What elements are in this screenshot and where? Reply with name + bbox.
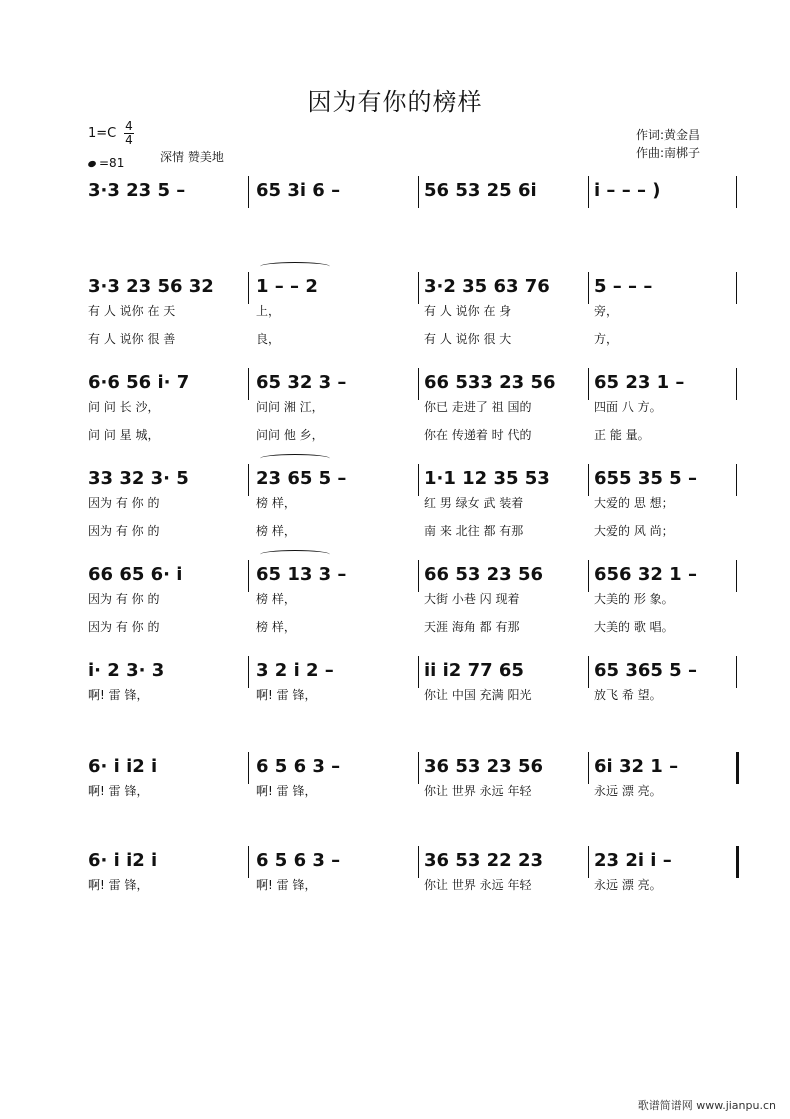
lyric-verse-1: 大爱的 思 想； [594,496,674,510]
measure-notes: 66 53 23 56 [424,564,543,585]
lyric-verse-2: 大美的 歌 唱。 [594,620,674,634]
measure-notes: 65 365 5 – [594,660,697,681]
lyric-verse-1: 上， [256,304,281,318]
lyric-verse-2: 南 来 北往 都 有那 [424,524,524,538]
bar-line [248,368,249,400]
lyricist: 作词:黄金昌 [636,128,701,142]
lyric-verse-1: 问问 湘 江， [256,400,324,414]
lyric-verse-1: 大街 小巷 闪 现着 [424,592,520,606]
bar-line [588,272,589,304]
lyric-verse-1: 四面 八 方。 [594,400,662,414]
slur-mark [260,550,330,559]
lyric-verse-1: 有 人 说你 在 天 [88,304,176,318]
expression-mark: 深情 赞美地 [160,150,224,164]
lyric-verse-1: 因为 有 你 的 [88,496,160,510]
key-signature: 1=C [88,126,117,141]
bar-line [248,656,249,688]
lyric-verse-1: 啊! 雷 锋， [256,878,317,892]
measure-notes: 3·2 35 63 76 [424,276,550,297]
measure-notes: 655 35 5 – [594,468,697,489]
song-title: 因为有你的榜样 [307,88,483,116]
lyric-verse-2: 问问 他 乡， [256,428,324,442]
end-bar-line [736,272,737,304]
lyric-verse-2: 良， [256,332,281,346]
bar-line [588,752,589,784]
bar-line [418,176,419,208]
lyric-verse-2: 榜 样， [256,620,296,634]
end-bar-line [736,560,737,592]
end-bar-line [736,464,737,496]
lyric-verse-1: 旁， [594,304,619,318]
measure-notes: 23 2i i – [594,850,672,871]
end-bar-line [736,656,737,688]
end-bar-line [736,176,737,208]
measure-notes: 6 5 6 3 – [256,850,341,871]
measure-notes: 3 2 i 2 – [256,660,334,681]
lyric-verse-2: 大爱的 风 尚； [594,524,674,538]
measure-notes: 6i 32 1 – [594,756,679,777]
lyric-verse-1: 红 男 绿女 武 装着 [424,496,524,510]
bar-line [248,560,249,592]
tempo-value: =81 [99,156,125,170]
measure-notes: 23 65 5 – [256,468,347,489]
measure-notes: 66 65 6· i [88,564,183,585]
bar-line [418,464,419,496]
lyric-verse-2: 天涯 海角 都 有那 [424,620,520,634]
lyric-verse-1: 啊! 雷 锋， [256,784,317,798]
measure-notes: 36 53 22 23 [424,850,543,871]
end-bar-line [736,846,739,878]
bar-line [588,176,589,208]
end-bar-line [736,752,739,784]
measure-notes: 656 32 1 – [594,564,697,585]
footer-watermark: 歌谱简谱网 www.jianpu.cn [637,1099,776,1112]
measure-notes: i· 2 3· 3 [88,660,165,681]
measure-notes: 3·3 23 56 32 [88,276,214,297]
bar-line [418,368,419,400]
slur-mark [260,262,330,271]
lyric-verse-2: 方， [594,332,619,346]
meter-bottom: 4 [125,133,133,147]
bar-line [418,752,419,784]
measure-notes: 56 53 25 6i [424,180,537,201]
measure-notes: 6· i i2 i [88,850,158,871]
measure-notes: 65 23 1 – [594,372,685,393]
bar-line [588,368,589,400]
lyric-verse-2: 因为 有 你 的 [88,524,160,538]
lyric-verse-1: 问 问 长 沙， [88,400,160,414]
lyric-verse-1: 啊! 雷 锋， [88,878,149,892]
bar-line [588,656,589,688]
lyric-verse-2: 你在 传递着 时 代的 [424,428,532,442]
measure-notes: 65 13 3 – [256,564,347,585]
bar-line [588,846,589,878]
lyric-verse-2: 榜 样， [256,524,296,538]
measure-notes: i – – – ) [594,180,661,201]
time-signature [124,120,134,147]
measure-notes: 33 32 3· 5 [88,468,189,489]
lyric-verse-1: 啊! 雷 锋， [88,688,149,702]
credits [636,126,700,162]
tempo-mark [88,156,124,170]
measure-notes: 6· i i2 i [88,756,158,777]
lyric-verse-1: 你已 走进了 祖 国的 [424,400,532,414]
bar-line [248,752,249,784]
lyric-verse-1: 永远 漂 亮。 [594,878,662,892]
lyric-verse-2: 正 能 量。 [594,428,650,442]
measure-notes: 65 3i 6 – [256,180,341,201]
lyric-verse-1: 放飞 希 望。 [594,688,662,702]
measure-notes: 5 – – – [594,276,653,297]
measure-notes: 1 – – 2 [256,276,318,297]
bar-line [418,272,419,304]
lyric-verse-1: 你让 中国 充满 阳光 [424,688,532,702]
lyric-verse-1: 永远 漂 亮。 [594,784,662,798]
bar-line [418,846,419,878]
lyric-verse-2: 有 人 说你 很 大 [424,332,512,346]
lyric-verse-1: 你让 世界 永远 年轻 [424,878,532,892]
bar-line [248,846,249,878]
lyric-verse-1: 大美的 形 象。 [594,592,674,606]
bar-line [248,464,249,496]
end-bar-line [736,368,737,400]
lyric-verse-1: 因为 有 你 的 [88,592,160,606]
measure-notes: 1·1 12 35 53 [424,468,550,489]
lyric-verse-1: 啊! 雷 锋， [256,688,317,702]
lyric-verse-1: 榜 样， [256,592,296,606]
bar-line [248,176,249,208]
lyric-verse-1: 你让 世界 永远 年轻 [424,784,532,798]
slur-mark [260,454,330,463]
measure-notes: 36 53 23 56 [424,756,543,777]
bar-line [248,272,249,304]
lyric-verse-1: 啊! 雷 锋， [88,784,149,798]
bar-line [588,464,589,496]
measure-notes: 3·3 23 5 – [88,180,186,201]
lyric-verse-2: 因为 有 你 的 [88,620,160,634]
composer: 作曲:南梆子 [636,146,701,160]
measure-notes: 65 32 3 – [256,372,347,393]
measure-notes: 66 533 23 56 [424,372,556,393]
lyric-verse-2: 问 问 星 城， [88,428,160,442]
quarter-note-icon [87,160,97,168]
lyric-verse-1: 榜 样， [256,496,296,510]
measure-notes: 6·6 56 i· 7 [88,372,190,393]
lyric-verse-2: 有 人 说你 很 善 [88,332,176,346]
bar-line [588,560,589,592]
measure-notes: ii i2 77 65 [424,660,524,681]
bar-line [418,560,419,592]
measure-notes: 6 5 6 3 – [256,756,341,777]
bar-line [418,656,419,688]
meter-top: 4 [125,119,133,133]
lyric-verse-1: 有 人 说你 在 身 [424,304,512,318]
